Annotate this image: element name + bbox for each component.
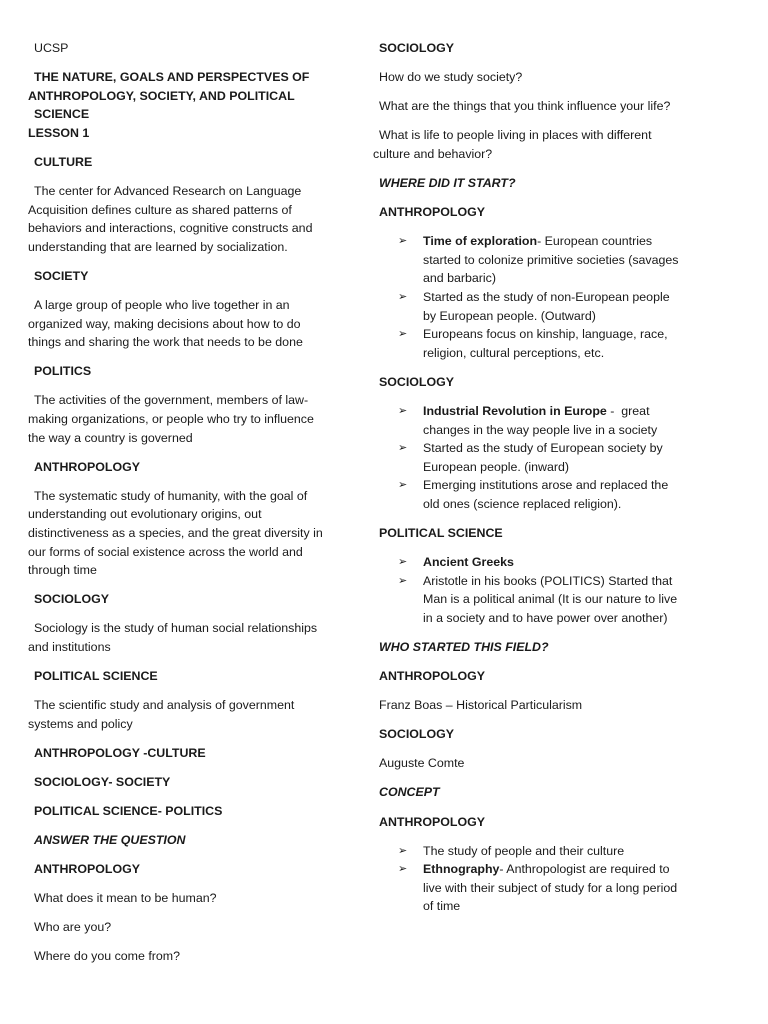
list-item [373,842,685,861]
politics-definition: The activities of the government, members of law-making organizations, or people who try to influence the way a country is governed [28,393,314,445]
arrow-bullet-icon: ➢ [398,289,408,303]
question-who: Who are you? [34,920,112,935]
society-definition: A large group of people who live together in an organized way, making decisions about how to do things and sharing the work that needs to be done [28,298,303,350]
origin-sociology-list [373,402,685,514]
item-text: Started as the study of European society by European people. (inward) [423,441,663,474]
item-bold-term: Industrial Revolution in Europe [423,403,607,418]
left-column [28,39,333,977]
lesson-title-line-3: LESSON 1 [28,125,90,140]
arrow-bullet-icon: ➢ [398,234,408,248]
concept-heading: CONCEPT [379,785,440,800]
society-heading: SOCIETY [34,268,89,283]
pair-political-science-politics: POLITICAL SCIENCE- POLITICS [34,804,223,818]
concept-anthropology-list [373,842,685,916]
politics-heading: POLITICS [34,364,92,379]
right-column [373,39,685,926]
arrow-bullet-icon: ➢ [398,327,408,341]
item-bold-term: Time of exploration [423,234,538,249]
question-influence: What are the things that you think influence your life? [379,99,671,114]
founder-anthropology-text: Franz Boas – Historical Particularism [379,698,583,713]
political-science-heading: POLITICAL SCIENCE [34,669,158,684]
sociology-questions-heading: SOCIOLOGY [379,41,455,55]
item-bold-term: Ancient Greeks [423,555,514,570]
origin-sociology-heading: SOCIOLOGY [379,374,455,389]
founder-sociology-text: Auguste Comte [379,756,465,771]
list-item [373,860,685,916]
pair-sociology-society: SOCIOLOGY- SOCIETY [34,774,171,789]
where-did-it-start-heading: WHERE DID IT START? [379,175,516,190]
origin-political-science-heading: POLITICAL SCIENCE [379,525,503,540]
arrow-bullet-icon: ➢ [398,555,408,569]
arrow-bullet-icon: ➢ [398,862,408,876]
question-human: What does it mean to be human? [34,891,217,906]
arrow-bullet-icon: ➢ [398,478,408,492]
item-text: - European countries started to colonize primitive societies (savages and barbaric) [423,234,679,286]
item-text: Europeans focus on kinship, language, race, religion, cultural perceptions, etc. [423,327,668,360]
founder-sociology-heading: SOCIOLOGY [379,727,455,742]
culture-definition: The center for Advanced Research on Language Acquisition defines culture as shared patterns of behaviors and interactions, cognitive constructs and understanding that are learned by socialization. [28,184,313,254]
sociology-heading: SOCIOLOGY [34,592,110,607]
political-science-definition: The scientific study and analysis of government systems and policy [28,698,295,731]
origin-anthropology-list [373,232,685,362]
list-item [373,232,685,288]
arrow-bullet-icon: ➢ [398,403,408,417]
item-text: Started as the study of non-European people by European people. (Outward) [423,289,670,323]
list-item [373,402,685,439]
item-text: The study of people and their culture [423,843,625,858]
list-item [373,572,685,628]
lesson-title-line-2: ANTHROPOLOGY, SOCIETY, AND POLITICAL SCIENCE [28,88,295,122]
pair-anthropology-culture: ANTHROPOLOGY -CULTURE [34,745,206,760]
subject-code: UCSP [34,41,69,55]
list-item [373,553,685,572]
list-item [373,288,685,325]
item-text: - great changes in the way people live in a society [423,403,658,437]
concept-anthropology-heading: ANTHROPOLOGY [379,814,486,829]
anthropology-questions-heading: ANTHROPOLOGY [34,862,141,877]
question-study-society: How do we study society? [379,70,523,85]
anthropology-heading: ANTHROPOLOGY [34,459,141,474]
arrow-bullet-icon: ➢ [398,441,408,455]
lesson-title-line-1: THE NATURE, GOALS AND PERSPECTVES OF [34,70,310,85]
culture-heading: CULTURE [34,154,93,169]
founder-anthropology-heading: ANTHROPOLOGY [379,669,486,684]
question-life-elsewhere: What is life to people living in places with different culture and behavior? [373,128,652,161]
list-item [373,476,685,513]
list-item [373,325,685,362]
question-where: Where do you come from? [34,949,180,964]
anthropology-definition: The systematic study of humanity, with the goal of understanding out evolutionary origins, out distinctiveness as a species, and the great diversity in our forms of social existence across the world and through time [28,488,323,578]
origin-anthropology-heading: ANTHROPOLOGY [379,205,486,220]
sociology-definition: Sociology is the study of human social relationships and institutions [28,621,318,654]
item-text: Aristotle in his books (POLITICS) Started that Man is a political animal (It is our nature to live in a society and to have power over another) [423,573,678,625]
who-started-heading: WHO STARTED THIS FIELD? [379,639,549,654]
arrow-bullet-icon: ➢ [398,573,408,587]
arrow-bullet-icon: ➢ [398,843,408,857]
item-bold-term: Ethnography [423,862,500,877]
list-item [373,439,685,476]
item-text: Emerging institutions arose and replaced the old ones (science replaced religion). [423,478,669,511]
answer-the-question-heading: ANSWER THE QUESTION [34,833,186,848]
item-text: - Anthropologist are required to live with their subject of study for a long period of time [423,862,678,914]
origin-political-science-list [373,553,685,627]
lesson-title [28,68,333,142]
